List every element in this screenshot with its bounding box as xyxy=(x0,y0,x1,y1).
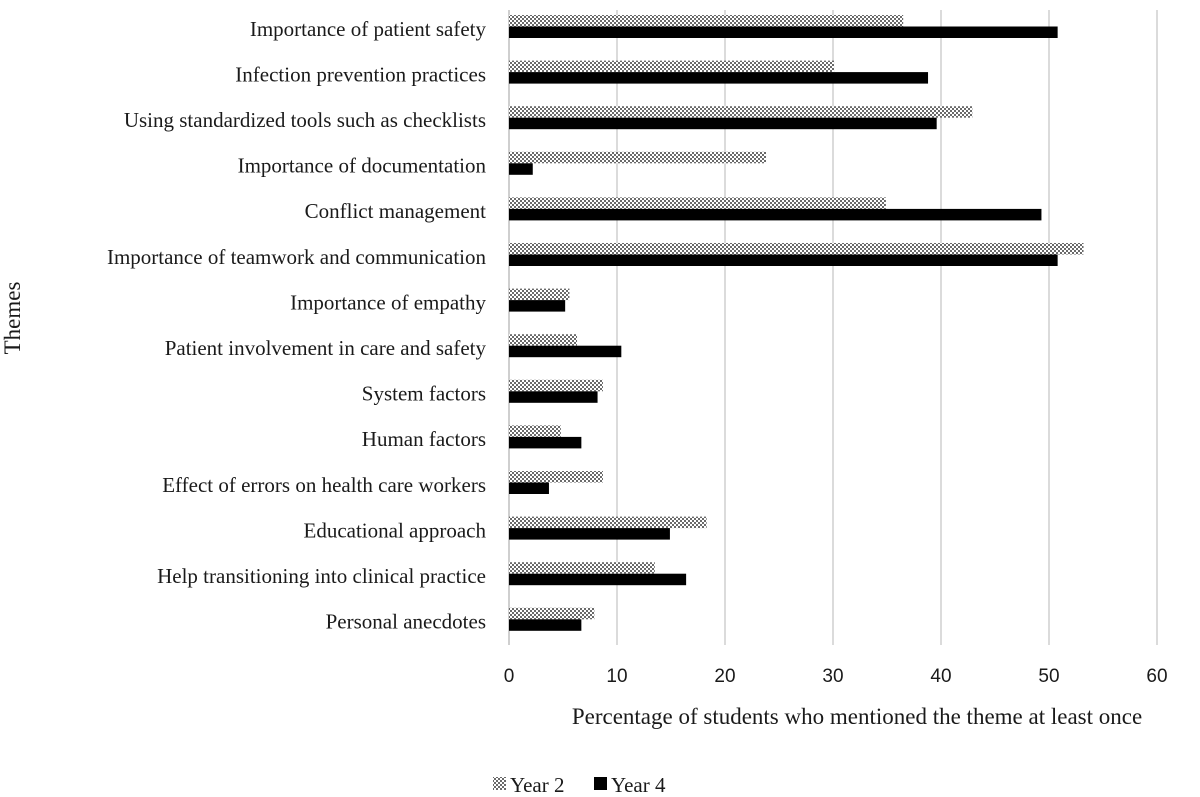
bar-year-4 xyxy=(509,391,598,403)
bar-year-4 xyxy=(509,255,1058,267)
bar-year-4 xyxy=(509,163,533,175)
category-label: Using standardized tools such as checklists xyxy=(123,108,486,133)
bar-year-4 xyxy=(509,118,937,130)
category-label: Effect of errors on health care workers xyxy=(162,472,486,497)
bar-year-4 xyxy=(509,209,1041,221)
x-tick-label: 0 xyxy=(503,666,515,687)
legend-label-year-2: Year 2 xyxy=(510,773,565,797)
bar-year-4 xyxy=(509,619,581,631)
x-tick-label: 40 xyxy=(930,666,952,687)
bar-year-2 xyxy=(509,471,603,483)
category-label: Personal anecdotes xyxy=(325,609,486,634)
bar-year-4 xyxy=(509,574,686,586)
bar-year-4 xyxy=(509,346,621,358)
bar-year-4 xyxy=(509,300,565,312)
category-label: Help transitioning into clinical practice xyxy=(157,564,486,589)
bar-year-2 xyxy=(509,106,972,118)
category-label: Human factors xyxy=(361,427,486,452)
legend-swatch-year-2 xyxy=(493,777,506,790)
category-label: Importance of empathy xyxy=(290,290,486,315)
bar-year-4 xyxy=(509,72,928,84)
category-label: Educational approach xyxy=(303,518,486,543)
bar-year-2 xyxy=(509,197,886,209)
x-tick-label: 20 xyxy=(714,666,736,687)
bar-year-4 xyxy=(509,27,1058,39)
category-label: Conflict management xyxy=(304,199,486,224)
bar-year-2 xyxy=(509,380,603,392)
legend xyxy=(493,773,666,797)
x-tick-labels xyxy=(504,666,1168,687)
y-axis-title: Themes xyxy=(0,281,25,355)
category-label: Patient involvement in care and safety xyxy=(164,336,486,361)
bar-year-2 xyxy=(509,15,903,27)
x-tick-label: 10 xyxy=(606,666,628,687)
bar-year-2 xyxy=(509,289,569,301)
category-labels xyxy=(107,17,487,634)
x-tick-label: 50 xyxy=(1038,666,1060,687)
bars xyxy=(509,15,1084,631)
bar-year-2 xyxy=(509,517,707,529)
bar-year-2 xyxy=(509,608,594,620)
bar-year-2 xyxy=(509,152,766,164)
legend-swatch-year-4 xyxy=(594,777,607,790)
category-label: Importance of patient safety xyxy=(249,16,486,41)
bar-year-4 xyxy=(509,528,670,540)
category-label: Importance of teamwork and communication xyxy=(106,244,486,269)
x-tick-label: 30 xyxy=(822,666,844,687)
bar-year-2 xyxy=(509,425,561,437)
category-label: Infection prevention practices xyxy=(235,62,486,87)
legend-label-year-4: Year 4 xyxy=(611,773,666,797)
bar-year-4 xyxy=(509,483,549,495)
bar-year-2 xyxy=(509,334,577,346)
category-label: System factors xyxy=(361,381,486,406)
x-axis-title: Percentage of students who mentioned the theme at least once xyxy=(571,704,1143,729)
gridlines xyxy=(509,10,1157,645)
bar-year-4 xyxy=(509,437,581,449)
category-label: Importance of documentation xyxy=(237,153,486,178)
x-tick-label: 60 xyxy=(1146,666,1168,687)
bar-year-2 xyxy=(509,243,1084,255)
bar-year-2 xyxy=(509,61,834,73)
bar-year-2 xyxy=(509,562,655,574)
